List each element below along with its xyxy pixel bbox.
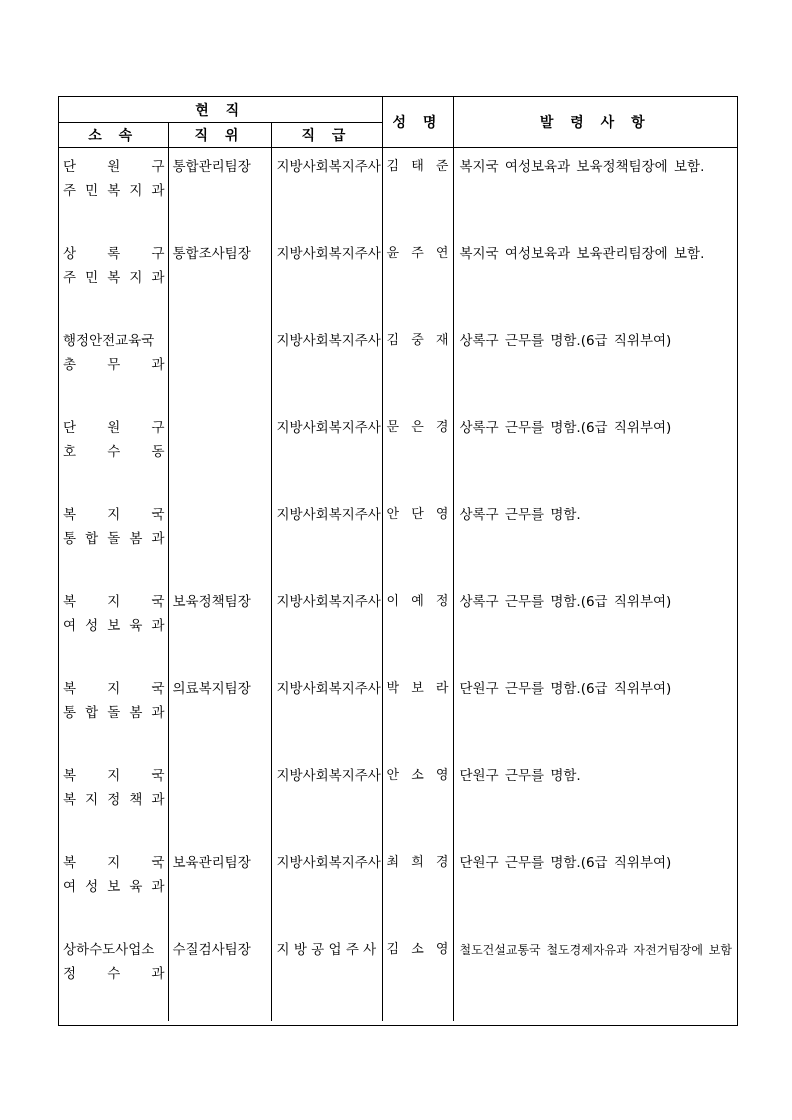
position-text: 보육관리팀장: [172, 855, 251, 871]
name-text: 김 중 재: [386, 333, 453, 348]
grade-text: 지방사회복지주사: [276, 681, 381, 697]
action-text: 철도건설교통국 철도경제자유과 자전거팀장에 보함: [459, 943, 732, 957]
affiliation-cell: [59, 496, 168, 583]
grade-cell: [271, 496, 382, 583]
name-text: 최 희 경: [386, 855, 453, 870]
position-cell: [168, 235, 271, 322]
action-text: 단원구 근무를 명함.: [459, 768, 581, 784]
grade-cell: [271, 757, 382, 844]
header-current-position: 현 직: [59, 97, 382, 123]
name-text: 문 은 경: [386, 420, 453, 435]
name-text: 윤 주 연: [386, 246, 453, 261]
affiliation-line-2: 여 성 보 육 과: [63, 618, 165, 634]
action-text: 복지국 여성보육과 보육관리팀장에 보함.: [459, 246, 705, 262]
action-cell: [453, 583, 737, 670]
position-text: [169, 757, 271, 764]
grade-text: 지방사회복지주사: [276, 768, 381, 784]
name-text: 이 예 정: [386, 594, 453, 609]
action-cell: [453, 322, 737, 409]
position-text: [169, 322, 271, 329]
action-cell: [453, 844, 737, 931]
affiliation-line-1: 복 지 국: [63, 768, 165, 784]
name-cell: [382, 844, 453, 931]
action-text: 단원구 근무를 명함.(6급 직위부여): [459, 855, 672, 871]
position-text: [169, 496, 271, 503]
affiliation-line-2: 통 합 돌 봄 과: [63, 705, 165, 721]
grade-text: 지방사회복지주사: [276, 333, 381, 349]
grade-cell: [271, 409, 382, 496]
action-cell: [453, 409, 737, 496]
affiliation-cell: [59, 148, 168, 236]
position-text: 보육정책팀장: [172, 594, 251, 610]
header-name: 성 명: [382, 97, 453, 148]
affiliation-line-2: 통 합 돌 봄 과: [63, 531, 165, 547]
name-cell: [382, 409, 453, 496]
name-text: 안 단 영: [386, 507, 453, 522]
name-text: 김 태 준: [386, 159, 453, 174]
name-cell: [382, 235, 453, 322]
name-cell: [382, 583, 453, 670]
grade-cell: [271, 670, 382, 757]
position-cell: [168, 670, 271, 757]
position-cell: [168, 322, 271, 409]
position-cell: [168, 583, 271, 670]
affiliation-cell: [59, 322, 168, 409]
affiliation-line-1: 상 록 구: [63, 246, 165, 262]
position-cell: [168, 844, 271, 931]
position-cell: [168, 931, 271, 1021]
name-cell: [382, 670, 453, 757]
position-text: [169, 409, 271, 416]
action-text: 상록구 근무를 명함.(6급 직위부여): [459, 333, 672, 349]
table-row: [59, 670, 737, 757]
affiliation-cell: [59, 844, 168, 931]
grade-cell: [271, 583, 382, 670]
affiliation-cell: [59, 409, 168, 496]
table-row: [59, 409, 737, 496]
action-cell: [453, 670, 737, 757]
affiliation-line-2: 복 지 정 책 과: [63, 792, 165, 808]
action-text: 상록구 근무를 명함.(6급 직위부여): [459, 594, 672, 610]
action-cell: [453, 757, 737, 844]
grade-cell: [271, 931, 382, 1021]
header-position: 직 위: [168, 123, 271, 148]
name-cell: [382, 931, 453, 1021]
affiliation-cell: [59, 670, 168, 757]
action-text: 상록구 근무를 명함.: [459, 507, 581, 523]
position-cell: [168, 757, 271, 844]
name-text: 박 보 라: [386, 681, 453, 696]
affiliation-cell: [59, 583, 168, 670]
header-action: 발 령 사 항: [453, 97, 737, 148]
header-affiliation: 소 속: [59, 123, 168, 148]
position-cell: [168, 496, 271, 583]
affiliation-line-2: 총 무 과: [63, 357, 165, 373]
name-cell: [382, 496, 453, 583]
table-row: [59, 757, 737, 844]
table-row: [59, 844, 737, 931]
position-cell: [168, 409, 271, 496]
action-cell: [453, 496, 737, 583]
affiliation-line-1: 단 원 구: [63, 420, 165, 436]
affiliation-line-2: 주 민 복 지 과: [63, 270, 165, 286]
action-text: 복지국 여성보육과 보육정책팀장에 보함.: [459, 159, 705, 175]
position-text: 통합조사팀장: [172, 246, 251, 262]
grade-text: 지방사회복지주사: [276, 420, 381, 436]
personnel-table: [59, 97, 737, 1021]
grade-cell: [271, 322, 382, 409]
grade-text: 지 방 공 업 주 사: [276, 942, 377, 958]
affiliation-line-1: 행정안전교육국: [63, 333, 155, 349]
table-row: [59, 235, 737, 322]
name-text: 김 소 영: [386, 942, 453, 957]
name-cell: [382, 148, 453, 236]
table-row: [59, 148, 737, 236]
grade-cell: [271, 844, 382, 931]
affiliation-cell: [59, 757, 168, 844]
grade-text: 지방사회복지주사: [276, 159, 381, 175]
affiliation-line-1: 복 지 국: [63, 594, 165, 610]
position-text: 수질검사팀장: [172, 942, 251, 958]
affiliation-line-2: 호 수 동: [63, 444, 165, 460]
table-row: [59, 322, 737, 409]
position-cell: [168, 148, 271, 236]
action-text: 상록구 근무를 명함.(6급 직위부여): [459, 420, 672, 436]
action-text: 단원구 근무를 명함.(6급 직위부여): [459, 681, 672, 697]
table-row: [59, 496, 737, 583]
affiliation-line-1: 복 지 국: [63, 507, 165, 523]
affiliation-line-1: 복 지 국: [63, 855, 165, 871]
table-row: [59, 931, 737, 1021]
grade-text: 지방사회복지주사: [276, 246, 381, 262]
name-cell: [382, 757, 453, 844]
affiliation-line-1: 상하수도사업소: [63, 942, 155, 958]
header-grade: 직 급: [271, 123, 382, 148]
grade-cell: [271, 148, 382, 236]
action-cell: [453, 931, 737, 1021]
table-row: [59, 583, 737, 670]
grade-cell: [271, 235, 382, 322]
affiliation-line-2: 여 성 보 육 과: [63, 879, 165, 895]
affiliation-line-2: 주 민 복 지 과: [63, 183, 165, 199]
personnel-table-frame: [58, 96, 738, 1026]
name-cell: [382, 322, 453, 409]
affiliation-line-1: 단 원 구: [63, 159, 165, 175]
grade-text: 지방사회복지주사: [276, 855, 381, 871]
affiliation-cell: [59, 931, 168, 1021]
affiliation-line-1: 복 지 국: [63, 681, 165, 697]
grade-text: 지방사회복지주사: [276, 594, 381, 610]
grade-text: 지방사회복지주사: [276, 507, 381, 523]
name-text: 안 소 영: [386, 768, 453, 783]
affiliation-line-2: 정 수 과: [63, 966, 165, 982]
affiliation-cell: [59, 235, 168, 322]
position-text: 통합관리팀장: [172, 159, 251, 175]
position-text: 의료복지팀장: [172, 681, 251, 697]
action-cell: [453, 148, 737, 236]
action-cell: [453, 235, 737, 322]
